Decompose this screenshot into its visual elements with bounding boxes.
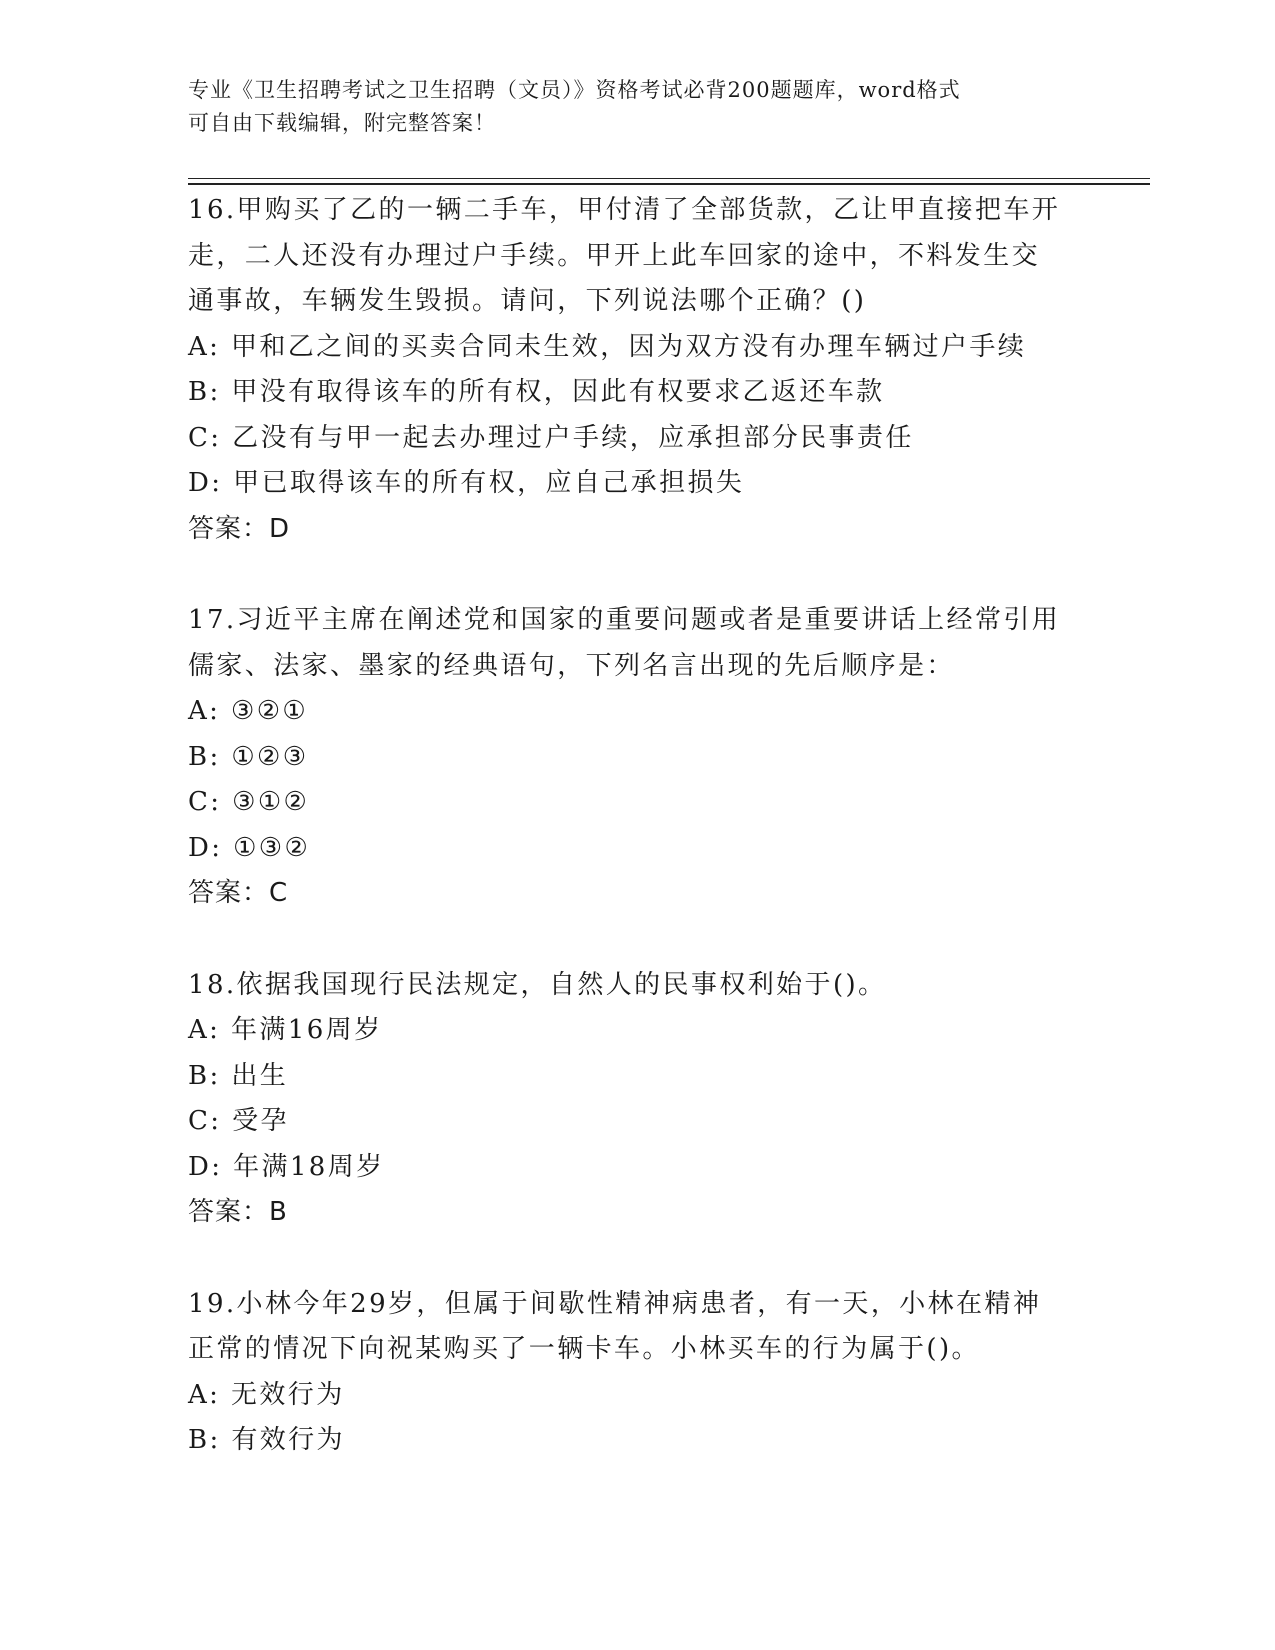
- header-divider-thin: [188, 178, 1150, 179]
- question-stem-line: 17.习近平主席在阐述党和国家的重要问题或者是重要讲话上经常引用: [188, 605, 1061, 635]
- question-stem-line: 18.依据我国现行民法规定，自然人的民事权利始于()。: [188, 969, 887, 1000]
- header-divider-thick: [188, 183, 1150, 185]
- question-list: [188, 188, 1088, 1510]
- answer-label: 答案：D: [188, 513, 291, 544]
- question-19: [188, 1282, 1088, 1464]
- option-c: C: 受孕: [188, 1106, 289, 1136]
- option-a: A: 甲和乙之间的买卖合同未生效，因为双方没有办理车辆过户手续: [188, 331, 1027, 362]
- question-16: [188, 188, 1088, 552]
- question-stem-line: 正常的情况下向祝某购买了一辆卡车。小林买车的行为属于()。: [188, 1334, 980, 1364]
- question-stem-line: 19.小林今年29岁，但属于间歇性精神病患者，有一天，小林在精神: [188, 1288, 1042, 1319]
- document-header: [188, 74, 1088, 140]
- question-stem-line: 通事故，车辆发生毁损。请问，下列说法哪个正确？(): [188, 286, 867, 316]
- question-17: [188, 598, 1088, 917]
- answer-label: 答案：B: [188, 1197, 288, 1227]
- option-a: A: ③②①: [188, 696, 309, 726]
- answer-label: 答案：C: [188, 878, 289, 908]
- option-d: D: ①③②: [188, 832, 311, 863]
- header-line-1: 专业《卫生招聘考试之卫生招聘（文员）》资格考试必背200题题库，word格式: [188, 78, 961, 102]
- option-b: B: 甲没有取得该车的所有权，因此有权要求乙返还车款: [188, 377, 885, 407]
- option-d: D: 年满18周岁: [188, 1151, 385, 1182]
- option-c: C: 乙没有与甲一起去办理过户手续，应承担部分民事责任: [188, 422, 914, 453]
- option-b: B: 有效行为: [188, 1425, 345, 1455]
- option-b: B: 出生: [188, 1060, 289, 1091]
- option-b: B: ①②③: [188, 741, 309, 772]
- question-stem-line: 儒家、法家、墨家的经典语句，下列名言出现的先后顺序是：: [188, 650, 955, 681]
- option-a: A: 年满16周岁: [188, 1015, 383, 1045]
- question-stem-line: 16.甲购买了乙的一辆二手车，甲付清了全部货款，乙让甲直接把车开: [188, 195, 1061, 225]
- option-d: D: 甲已取得该车的所有权，应自己承担损失: [188, 468, 745, 498]
- header-line-2: 可自由下载编辑，附完整答案！: [188, 111, 496, 135]
- option-a: A: 无效行为: [188, 1379, 345, 1410]
- question-18: [188, 963, 1088, 1236]
- question-stem-line: 走，二人还没有办理过户手续。甲开上此车回家的途中，不料发生交: [188, 240, 1041, 271]
- option-c: C: ③①②: [188, 787, 310, 817]
